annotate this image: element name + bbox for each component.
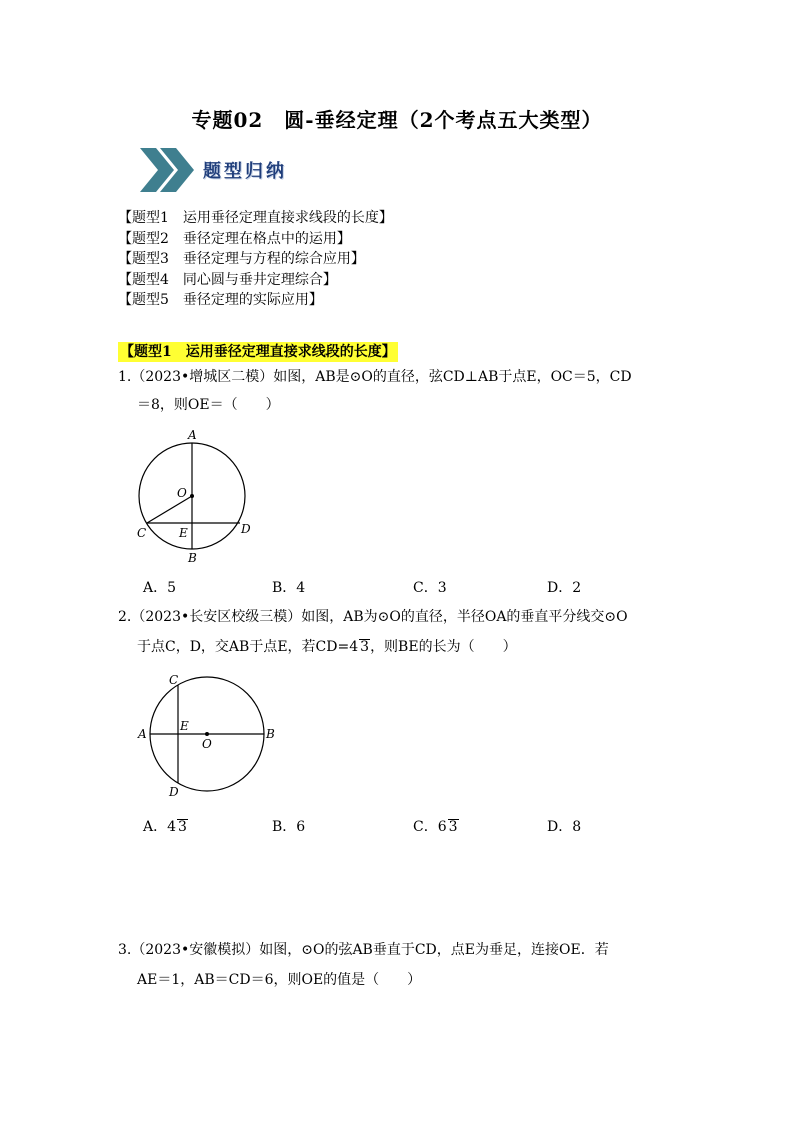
option-d: D．2 xyxy=(547,580,582,596)
label-o: O xyxy=(177,486,187,500)
page-title: 专题02 圆-垂经定理（2个考点五大类型） xyxy=(191,108,603,132)
label-a: A xyxy=(138,727,147,741)
question-2-figure xyxy=(132,670,282,802)
sqrt-symbol: 3 xyxy=(360,639,370,655)
topic-item: 【题型3 垂径定理与方程的综合应用】 xyxy=(118,251,365,267)
topic-list xyxy=(118,208,393,311)
topic-item: 【题型1 运用垂径定理直接求线段的长度】 xyxy=(118,210,393,226)
question-3-line-1: 3.（2023•安徽模拟）如图，⊙O的弦AB垂直于CD，点E为垂足，连接OE．若 xyxy=(118,942,609,958)
label-b: B xyxy=(188,551,197,565)
topic-item: 【题型4 同心圆与垂井定理综合】 xyxy=(118,271,337,288)
question-1-line-2: ＝8，则OE＝（ ） xyxy=(137,397,280,413)
question-2-line-2: 于点C，D，交AB于点E，若CD=4 3，则BE的长为（ ） xyxy=(137,639,517,655)
sqrt-symbol: 3 xyxy=(178,819,187,835)
label-d: D xyxy=(241,522,251,536)
center-point xyxy=(190,494,194,498)
center-point xyxy=(205,732,209,736)
banner-label: 题型归纳 xyxy=(203,161,287,182)
option-d: D．8 xyxy=(547,819,582,835)
section-heading: 【题型1 运用垂径定理直接求线段的长度】 xyxy=(120,344,396,360)
topic-item: 【题型2 垂径定理在格点中的运用】 xyxy=(118,230,351,247)
question-2-line-1: 2.（2023•长安区校级三模）如图，AB为⊙O的直径，半径OA的垂直平分线交⊙O xyxy=(118,609,628,625)
question-1-figure xyxy=(128,425,258,567)
question-3-line-2: AE＝1，AB＝CD＝6，则OE的值是（ ） xyxy=(137,972,422,988)
option-c: C．3 xyxy=(413,580,447,596)
label-o: O xyxy=(202,737,212,751)
option-c: C．6 3 xyxy=(413,819,458,835)
option-a: A．5 xyxy=(143,580,177,596)
topic-item: 【题型5 垂径定理的实际应用】 xyxy=(118,292,323,308)
label-e: E xyxy=(180,719,189,733)
segment-oc xyxy=(147,496,192,523)
question-1-line-1: 1.（2023•增城区二模）如图，AB是⊙O的直径，弦CD⊥AB于点E，OC＝5，CD xyxy=(118,369,632,385)
option-b: B．4 xyxy=(272,580,306,596)
label-a: A xyxy=(188,428,197,442)
option-b: B．6 xyxy=(272,819,306,835)
option-a: A．4 3 xyxy=(143,819,187,835)
label-d: D xyxy=(169,785,179,799)
label-e: E xyxy=(179,526,188,540)
label-c: C xyxy=(169,673,179,687)
sqrt-symbol: 3 xyxy=(448,819,458,835)
label-b: B xyxy=(266,727,275,741)
label-c: C xyxy=(137,526,147,540)
